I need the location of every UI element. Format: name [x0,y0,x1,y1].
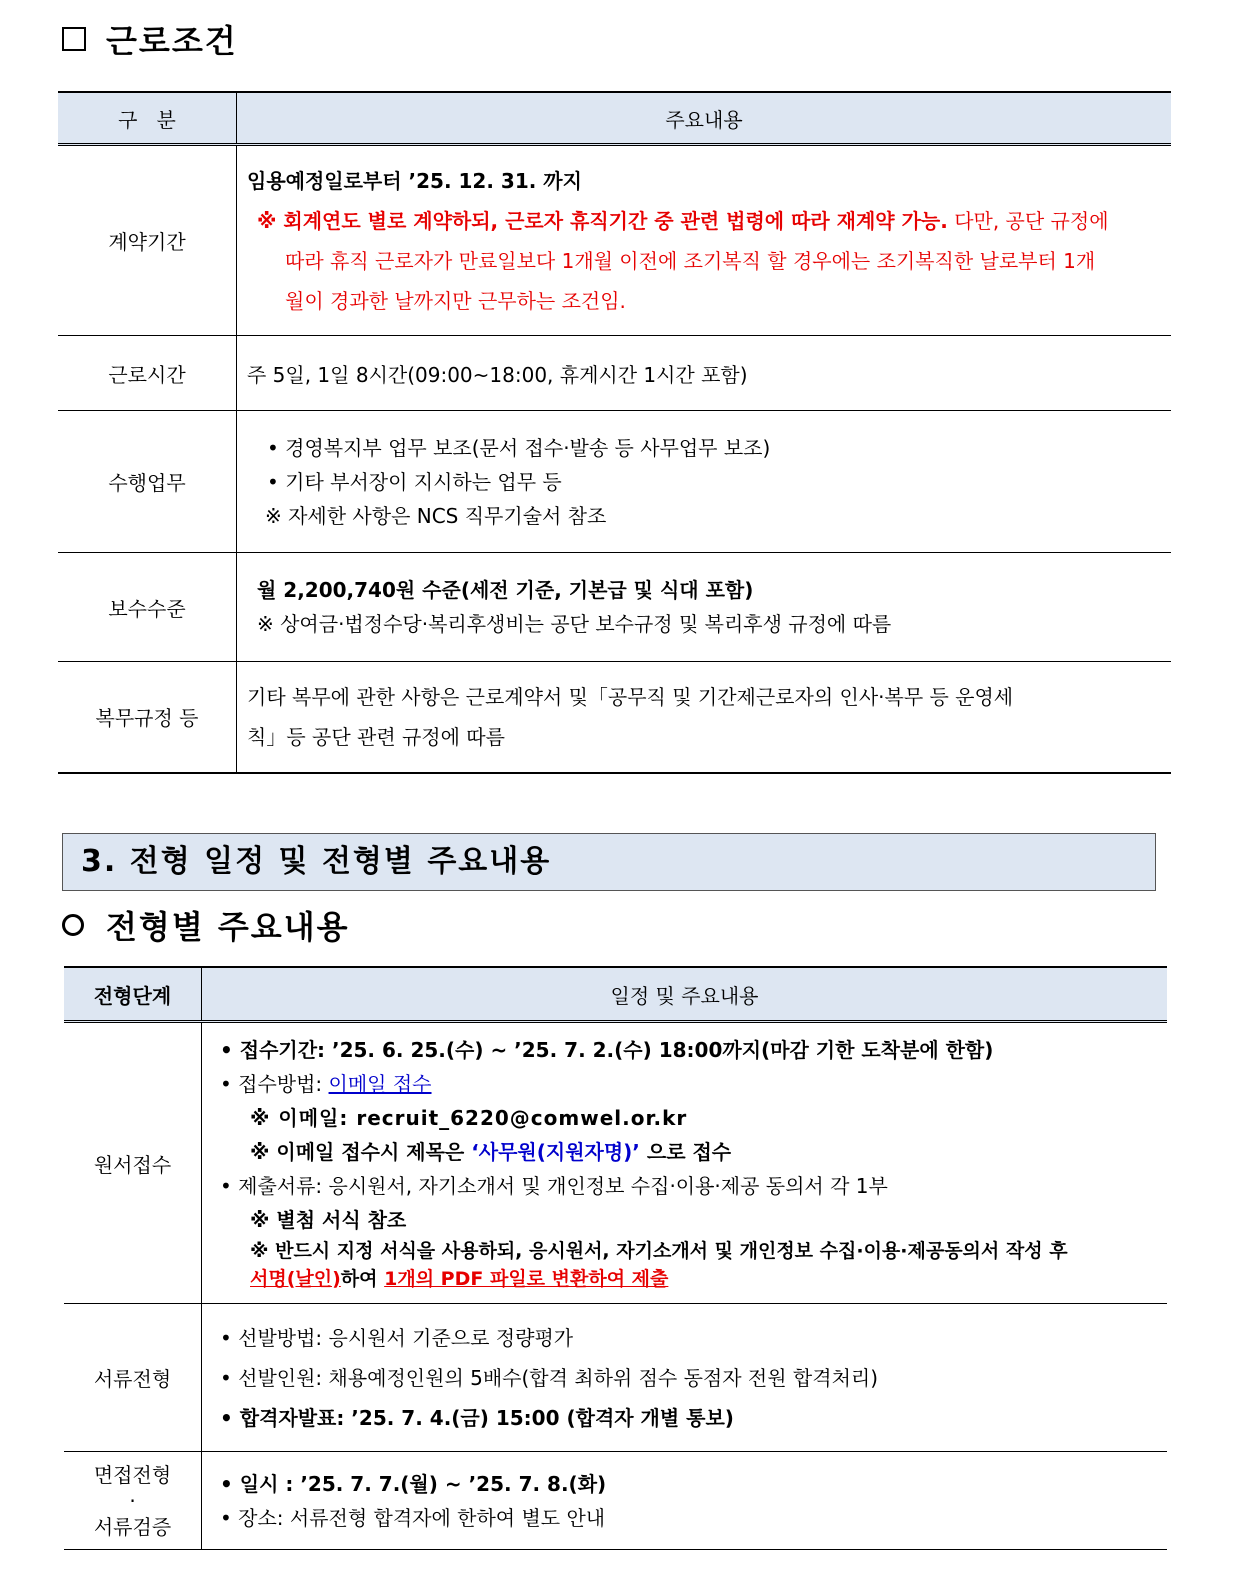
subject-suffix: 으로 접수 [639,1140,732,1164]
contract-note-rest: 다만, 공단 규정에 [947,208,1109,233]
service-line-1: 기타 복무에 관한 사항은 근로계약서 및「공무직 및 기간제근로자의 인사·복무 등 운영세 [247,684,1014,709]
table-row-screening [64,1304,1167,1452]
circle-bullet-icon [62,914,84,936]
row-label-contract: 계약기간 [58,145,237,336]
interview-label-2: 서류검증 [93,1514,172,1539]
table-row-application [64,1022,1167,1304]
application-email: ※ 이메일: recruit_6220@comwel.or.kr [250,1106,688,1130]
application-content [202,1022,1168,1304]
pay-note: ※ 상여금·법정수당·복리후생비는 공단 보수규정 및 복리후생 규정에 따름 [257,612,892,636]
method-label: 접수방법: [238,1072,329,1096]
interview-label-dot: · [129,1488,136,1513]
email-application-link[interactable]: 이메일 접수 [328,1072,432,1096]
screening-item-3: • 합격자발표: ’25. 7. 4.(금) 15:00 (합격자 개별 통보) [212,1398,1155,1438]
header-stage: 전형단계 [64,967,202,1022]
row-label-hours: 근로시간 [58,336,237,411]
subject-value: ‘사무원(지원자명)’ [471,1140,640,1164]
must-pdf: 1개의 PDF 파일로 변환하여 제출 [384,1268,669,1290]
application-method [212,1067,1155,1101]
table-row-hours [58,336,1171,411]
table-header-row [58,92,1171,145]
duties-item-1: • 경영복지부 업무 보조(문서 접수·발송 등 사무업무 보조) [247,431,1159,465]
interview-content [202,1452,1168,1550]
row-label-screening: 서류전형 [64,1304,202,1452]
pay-content [237,553,1172,662]
contract-note-bold: ※ 회계연도 별로 계약하되, 근로자 휴직기간 중 관련 법령에 따라 재계약 가능. [257,208,948,233]
table-header-row [64,967,1167,1022]
table-row-service [58,662,1171,773]
work-conditions-table [58,91,1171,774]
interview-item-2: • 장소: 서류전형 합격자에 한하여 별도 안내 [212,1501,1155,1535]
row-label-pay: 보수수준 [58,553,237,662]
contract-note-line3: 월이 경과한 날까지만 근무하는 조건임. [285,288,626,313]
application-must-line2 [212,1265,1155,1293]
row-label-interview [64,1452,202,1550]
table-row-contract [58,145,1171,336]
table-row-duties [58,411,1171,553]
screening-content [202,1304,1168,1452]
service-line-2: 칙」등 공단 관련 규정에 따름 [247,724,505,749]
interview-item-1: • 일시 : ’25. 7. 7.(월) ~ ’25. 7. 8.(화) [212,1467,1155,1501]
subsection-title [62,902,350,948]
screening-item-1: • 선발방법: 응시원서 기준으로 정량평가 [212,1318,1155,1358]
contract-period: 임용예정일로부터 ’25. 12. 31. 까지 [247,168,582,193]
contract-note-line2: 따라 휴직 근로자가 만료일보다 1개월 이전에 조기복직 할 경우에는 조기복직한 날로부터 1개 [285,248,1096,273]
must-sign: 서명(날인) [250,1268,341,1290]
row-label-duties: 수행업무 [58,411,237,553]
screening-item-2: • 선발인원: 채용예정인원의 5배수(합격 최하위 점수 동점자 전원 합격처리) [212,1358,1155,1398]
application-period: • 접수기간: ’25. 6. 25.(수) ~ ’25. 7. 2.(수) 18:00까지(마감 기한 도착분에 한함) [212,1033,1155,1067]
square-bullet-icon [62,27,86,51]
row-label-service: 복무규정 등 [58,662,237,773]
table-row-interview [64,1452,1167,1550]
pay-amount: 월 2,200,740원 수준(세전 기준, 기본급 및 식대 포함) [257,578,754,602]
interview-label-1: 면접전형 [93,1462,172,1487]
hours-content: 주 5일, 1일 8시간(09:00~18:00, 휴게시간 1시간 포함) [237,336,1172,411]
application-must-line1: ※ 반드시 지정 서식을 사용하되, 응시원서, 자기소개서 및 개인정보 수집·이용·제공동의서 작성 후 [250,1240,1068,1262]
section-title-work-conditions [62,16,238,62]
table-row-pay [58,553,1171,662]
selection-stage-table [64,966,1167,1550]
subject-prefix: ※ 이메일 접수시 제목은 [250,1140,472,1164]
header-schedule: 일정 및 주요내용 [202,967,1168,1022]
contract-content [237,145,1172,336]
header-content: 주요내용 [237,92,1172,145]
application-docs: • 제출서류: 응시원서, 자기소개서 및 개인정보 수집·이용·제공 동의서 각 1부 [212,1169,1155,1203]
duties-item-2: • 기타 부서장이 지시하는 업무 등 [247,465,1159,499]
must-mid: 하여 [340,1268,385,1290]
application-subject-note [212,1135,1155,1169]
row-label-application: 원서접수 [64,1022,202,1304]
contract-note-line1 [247,201,1159,241]
section-title-selection-schedule: 3. 전형 일정 및 전형별 주요내용 [62,833,1156,891]
duties-note: ※ 자세한 사항은 NCS 직무기술서 참조 [265,503,607,528]
section-title-text: 근로조건 [106,22,238,60]
duties-content [237,411,1172,553]
subsection-title-text: 전형별 주요내용 [106,908,350,946]
service-content [237,662,1172,773]
header-category: 구 분 [58,92,237,145]
application-attach-note: ※ 별첨 서식 참조 [250,1208,407,1232]
